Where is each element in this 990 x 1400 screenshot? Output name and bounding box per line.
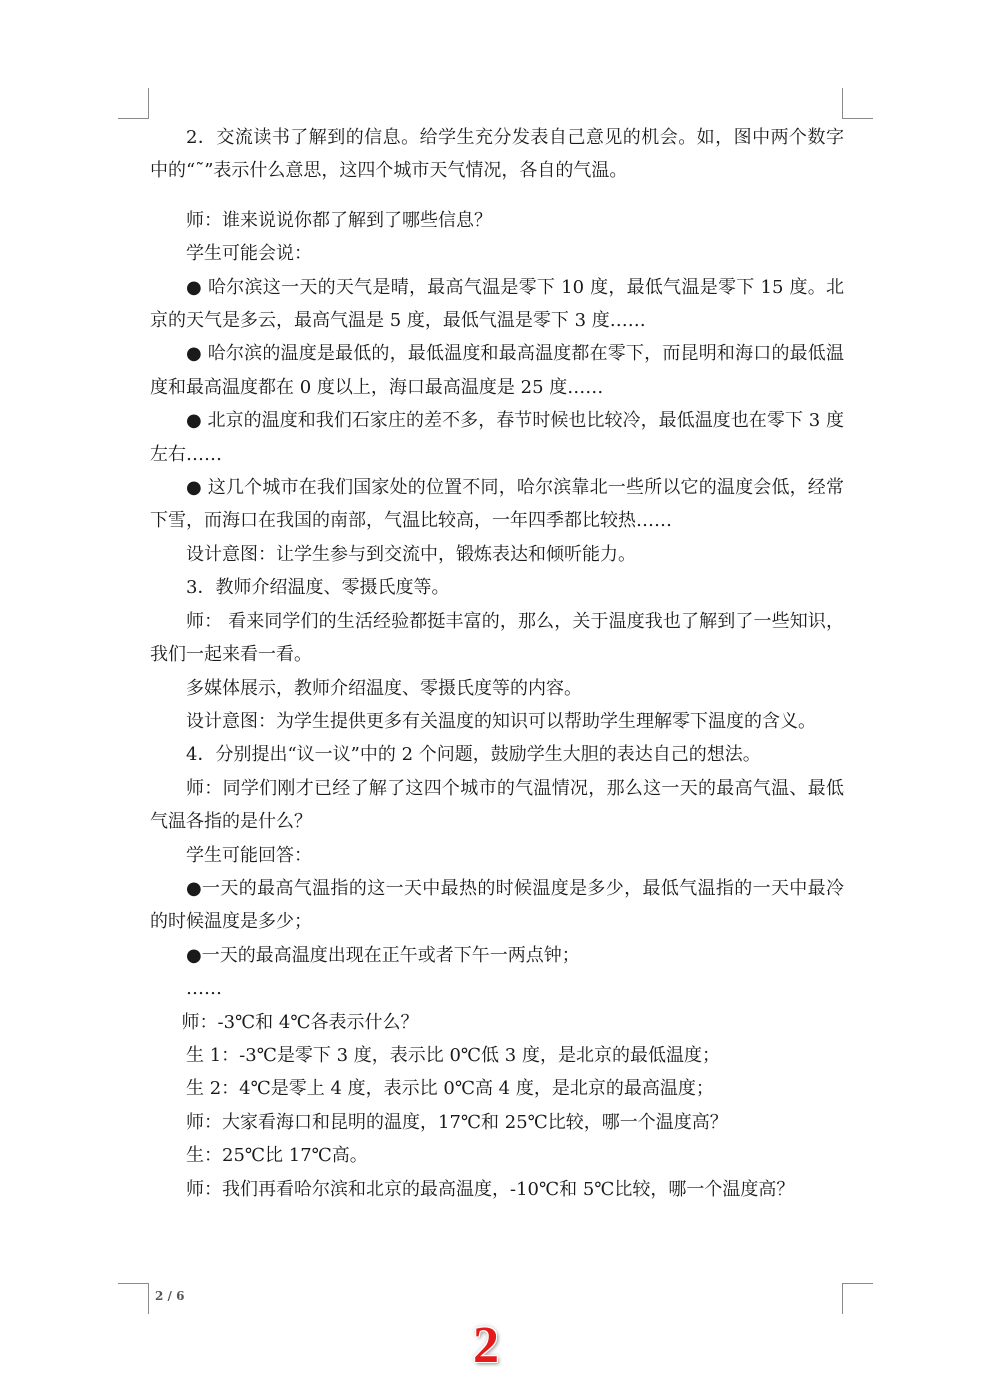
- design-intent: 设计意图：为学生提供更多有关温度的知识可以帮助学生理解零下温度的含义。: [186, 710, 816, 732]
- bullet-paragraph: ●一天的最高温度出现在正午或者下午一两点钟；: [186, 944, 580, 966]
- ellipsis-line: ……: [186, 978, 222, 1000]
- teacher-question: 师：我们再看哈尔滨和北京的最高温度，-10℃和 5℃比较，哪一个温度高？: [186, 1178, 795, 1200]
- teacher-question: 师：大家看海口和昆明的温度，17℃和 25℃比较，哪一个温度高？: [186, 1111, 728, 1133]
- document-body: [150, 121, 844, 1206]
- page-number-badge: 2: [473, 1317, 499, 1374]
- crop-mark-bottom-right: [842, 1283, 873, 1314]
- student-answer: 生：25℃比 17℃高。: [186, 1145, 368, 1167]
- page-indicator: 2 / 6: [155, 1289, 185, 1303]
- multimedia-note: 多媒体展示，教师介绍温度、零摄氏度等的内容。: [186, 677, 582, 699]
- teacher-question: 师：谁来说说你都了解到了哪些信息？: [186, 209, 492, 231]
- student-answer: 生 1：-3℃是零下 3 度，表示比 0℃低 3 度，是北京的最低温度；: [186, 1044, 720, 1066]
- crop-mark-top-right: [842, 88, 873, 119]
- bullet-paragraph: ● 北京的温度和我们石家庄的差不多，春节时候也比较冷，最低温度也在零下 3 度左右……: [150, 410, 844, 465]
- student-intro: 学生可能回答：: [186, 844, 312, 866]
- bullet-paragraph: ● 哈尔滨的温度是最低的，最低温度和最高温度都在零下，而昆明和海口的最低温度和最高温度都在 0 度以上，海口最高温度是 25 度……: [150, 343, 844, 398]
- bullet-paragraph: ●一天的最高气温指的这一天中最热的时候温度是多少，最低气温指的一天中最冷的时候温度是多少；: [150, 877, 844, 933]
- paragraph-item-3: 3．教师介绍温度、零摄氏度等。: [186, 577, 450, 599]
- bullet-paragraph: ● 哈尔滨这一天的天气是晴，最高气温是零下 10 度，最低气温是零下 15 度。北京的天气是多云，最高气温是 5 度，最低气温是零下 3 度……: [150, 276, 844, 332]
- teacher-question: 师：同学们刚才已经了解了这四个城市的气温情况，那么这一天的最高气温、最低气温各指的是什么？: [150, 777, 844, 833]
- bullet-paragraph: ● 这几个城市在我们国家处的位置不同，哈尔滨靠北一些所以它的温度会低，经常下雪，而海口在我国的南部，气温比较高，一年四季都比较热……: [150, 477, 844, 532]
- paragraph-item-2: 2．交流读书了解到的信息。给学生充分发表自己意见的机会。如，图中两个数字中的“˜”表示什么意思，这四个城市天气情况，各自的气温。: [150, 127, 844, 182]
- student-answer: 生 2：4℃是零上 4 度，表示比 0℃高 4 度，是北京的最高温度；: [186, 1078, 714, 1100]
- teacher-statement: 师： 看来同学们的生活经验都挺丰富的，那么，关于温度我也了解到了一些知识，我们一起来看一看。: [150, 610, 844, 666]
- crop-mark-top-left: [118, 88, 149, 119]
- crop-mark-bottom-left: [118, 1283, 149, 1314]
- paragraph-item-4: 4．分别提出“议一议”中的 2 个问题，鼓励学生大胆的表达自己的想法。: [186, 744, 761, 766]
- design-intent: 设计意图：让学生参与到交流中，锻炼表达和倾听能力。: [186, 543, 636, 565]
- teacher-question: 师：-3℃和 4℃各表示什么？: [181, 1011, 419, 1033]
- student-intro: 学生可能会说：: [186, 243, 312, 265]
